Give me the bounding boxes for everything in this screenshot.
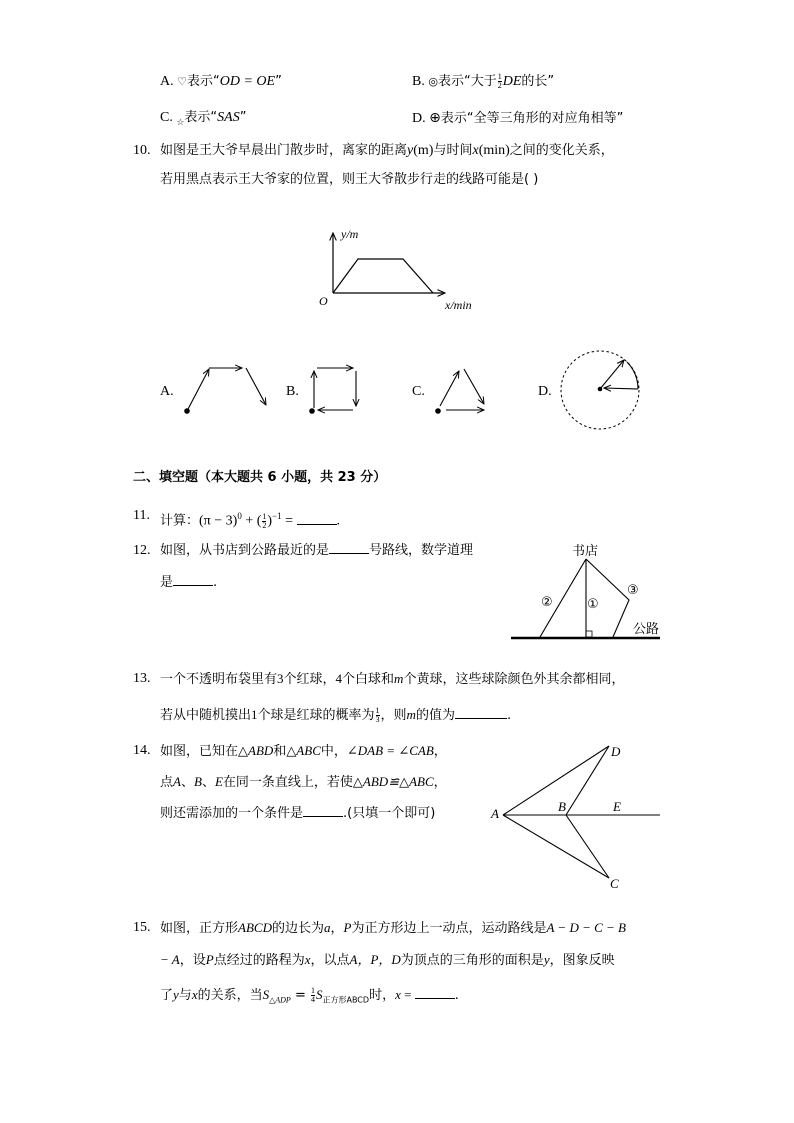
section-title: 二、填空题（本大题共 6 小题，共 23 分） [133,470,387,485]
q12-line1: 如图，从书店到公路最近的是 号路线，数学道理 [160,543,474,558]
q10-option-b-label: B. [286,384,299,399]
q10-option-d-label: D. [538,384,552,399]
q9-option-d: D. ⊕表示“全等三角形的对应角相等” [412,110,624,126]
double-circle-icon: ◎ [428,75,438,88]
q14-line3: 则还需添加的一个条件是 .(只填一个即可) [160,806,436,821]
point-e-label: E [613,799,621,814]
q10-option-c-label: C. [412,384,425,399]
y-axis-label: y/m [341,227,359,241]
q14-line2: 点A、B、E在同一条直线上，若使△ABD≌△ABC， [160,774,447,790]
q13-line1: 一个不透明布袋里有3个红球，4个白球和m个黄球，这些球除颜色外其余都相同， [160,671,625,687]
q15-line1: 如图，正方形ABCD的边长为a，P为正方形边上一动点，运动路线是A − D − C − B [160,920,626,936]
point-a-label: A [491,806,499,821]
q15-line2: − A，设P点经过的路程为x，以点A，P，D为顶点的三角形的面积是y，图象反映 [160,952,615,968]
q10-number: 10. [133,143,151,158]
x-axis-label: x/min [445,298,472,312]
q9-option-c: C. $_☆$表示“SAS” [160,110,247,128]
circled-plus-icon: ⊕ [429,110,441,126]
q14-number: 14. [133,743,151,758]
route-2-label: ② [541,595,553,610]
q10-line2: 若用黑点表示王大爷家的位置，则王大爷散步行走的线路可能是( ) [160,172,539,187]
road-label: 公路 [633,622,660,637]
star-icon: ☆ [176,118,185,128]
point-d-label: D [611,744,621,759]
q13-line2: 若从中随机摸出1个球是红球的概率为 $\frac{1}{3}$ ，则m的值为 . [160,706,512,724]
q9-option-b: B. ◎表示“大于 $\frac{1}{2}$ DE的长” [412,72,555,91]
heart-icon: ♡ [177,75,187,88]
route-3-label: ③ [627,583,639,598]
q12-line2: 是 . [160,575,218,590]
point-c-label: C [610,876,619,891]
point-b-label: B [558,799,566,814]
q15-number: 15. [133,920,151,935]
q10-line1: 如图是王大爷早晨出门散步时，离家的距离y(m)与时间x(min)之间的变化关系， [160,143,614,158]
q13-number: 13. [133,671,151,686]
q15-line3: 了y与x的关系，当$S_{\triangle ADP}$ = $\frac{1}{4}$ $S_{正方形ABCD}$时，x = . [160,986,459,1005]
origin-label: O [319,294,328,308]
q12-number: 12. [133,543,151,558]
q10-option-a-label: A. [160,384,174,399]
q11-line: 计算：$(\pi - 3)^0$ + ( $\frac{1}{2}$ )$^{-1}$ = . [160,511,341,530]
q9-option-a: A. ♡表示“OD = OE” [160,74,282,89]
shop-label: 书店 [572,544,599,559]
q14-line1: 如图，已知在△ABD和△ABC中，∠DAB = ∠CAB， [160,743,447,759]
answer-blank[interactable] [415,998,455,999]
q11-number: 11. [133,508,150,523]
route-1-label: ① [587,597,599,612]
